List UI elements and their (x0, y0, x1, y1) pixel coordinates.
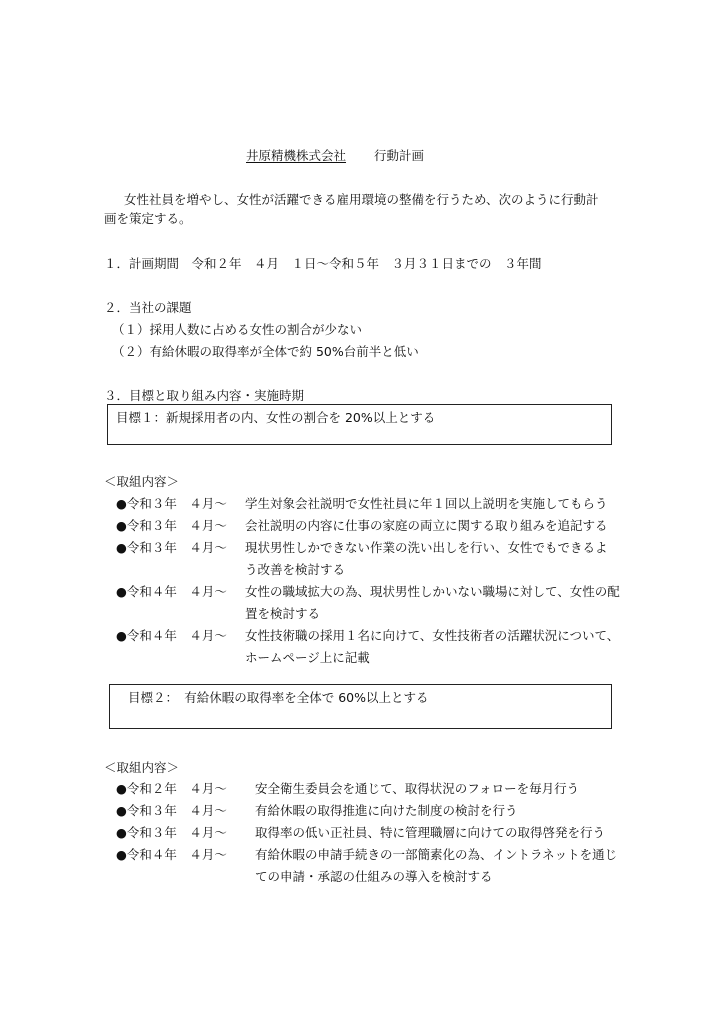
action-text: 女性技術職の採用１名に向けて、女性技術者の活躍状況について、 (245, 628, 620, 643)
action-text: 学生対象会社説明で女性社員に年１回以上説明を実施してもらう (245, 496, 608, 511)
action-date: ●令和４年 ４月～ (116, 628, 227, 643)
issues-heading: ２．当社の課題 (104, 300, 192, 315)
action-text: 会社説明の内容に仕事の家庭の両立に関する取り組みを追記する (245, 518, 608, 533)
issue-item: （２）有給休暇の取得率が全体で約 50%台前半と低い (112, 344, 419, 359)
action-date: ●令和３年 ４月～ (116, 540, 227, 555)
action-date: ●令和２年 ４月～ (116, 781, 227, 796)
action-date: ●令和４年 ４月～ (116, 584, 227, 599)
goals-heading: ３．目標と取り組み内容・実施時期 (104, 388, 305, 403)
intro-line-2: 画を策定する。 (104, 211, 192, 226)
action-text: 現状男性しかできない作業の洗い出しを行い、女性でもできるよ (245, 540, 608, 555)
action-text-continued: ての申請・承認の仕組みの導入を検討する (255, 869, 493, 884)
actions-heading: ＜取組内容＞ (104, 760, 180, 775)
action-text: 有給休暇の取得推進に向けた制度の検討を行う (255, 803, 518, 818)
action-date: ●令和３年 ４月～ (116, 825, 227, 840)
company-name: 井原精機株式会社 (246, 148, 347, 163)
action-text-continued: ホームページ上に記載 (245, 650, 370, 665)
action-text-continued: 置を検討する (245, 606, 321, 621)
issue-item: （１）採用人数に占める女性の割合が少ない (112, 322, 363, 337)
action-text-continued: う改善を検討する (245, 562, 346, 577)
intro-line-1: 女性社員を増やし、女性が活躍できる雇用環境の整備を行うため、次のように行動計 (124, 192, 599, 207)
action-text: 取得率の低い正社員、特に管理職層に向けての取得啓発を行う (255, 825, 606, 840)
action-date: ●令和３年 ４月～ (116, 803, 227, 818)
action-text: 有給休暇の申請手続きの一部簡素化の為、イントラネットを通じ (255, 847, 618, 862)
actions-heading: ＜取組内容＞ (104, 474, 180, 489)
goal-2-label: 目標２： 有給休暇の取得率を全体で 60%以上とする (128, 690, 429, 705)
page-title: 行動計画 (374, 148, 425, 163)
action-text: 女性の職域拡大の為、現状男性しかいない職場に対して、女性の配 (245, 584, 620, 599)
action-text: 安全衛生委員会を通じて、取得状況のフォローを毎月行う (255, 781, 580, 796)
action-date: ●令和４年 ４月～ (116, 847, 227, 862)
plan-period: １．計画期間 令和２年 ４月 １日～令和５年 ３月３１日までの ３年間 (104, 256, 542, 271)
goal-1-label: 目標１：新規採用者の内、女性の割合を 20%以上とする (116, 410, 436, 425)
action-date: ●令和３年 ４月～ (116, 496, 227, 511)
action-date: ●令和３年 ４月～ (116, 518, 227, 533)
